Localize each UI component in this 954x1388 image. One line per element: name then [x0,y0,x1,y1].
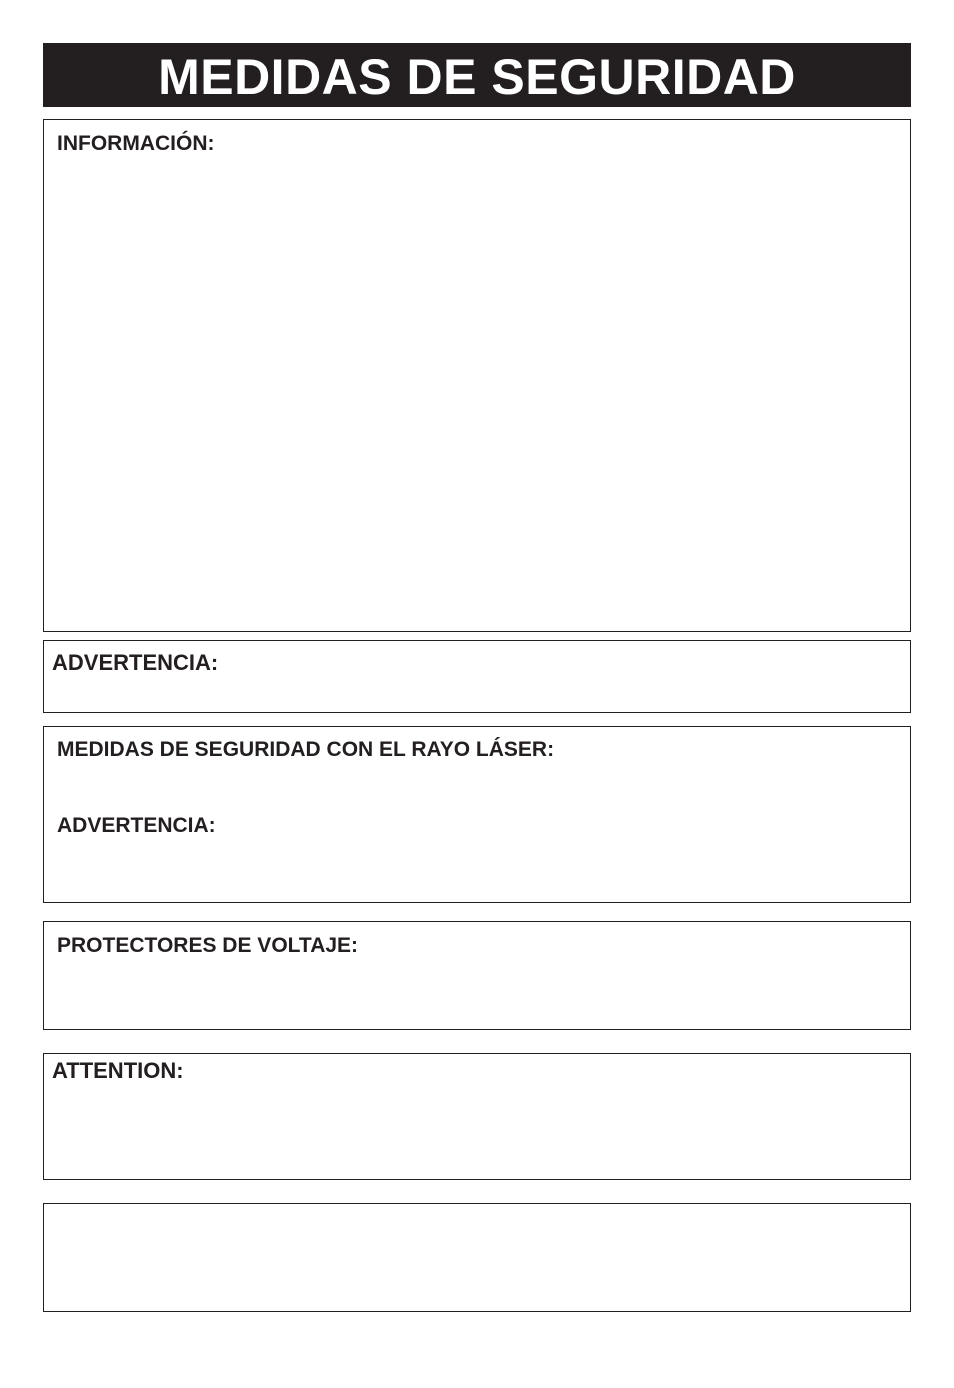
voltage-protectors-label: PROTECTORES DE VOLTAJE: [57,934,359,957]
laser-safety-box [43,726,911,903]
advertencia-box [43,640,911,713]
attention-box [43,1053,911,1180]
advertencia-label: ADVERTENCIA: [52,650,219,675]
page-title: MEDIDAS DE SEGURIDAD [158,49,796,105]
laser-safety-label: MEDIDAS DE SEGURIDAD CON EL RAYO LÁSER: [57,738,555,761]
empty-box [43,1203,911,1312]
laser-warning-label: ADVERTENCIA: [57,814,216,837]
informacion-label: INFORMACIÓN: [57,132,215,155]
title-bar [43,43,911,107]
informacion-box [43,119,911,632]
voltage-protectors-box [43,921,911,1030]
attention-label: ATTENTION: [52,1058,184,1083]
